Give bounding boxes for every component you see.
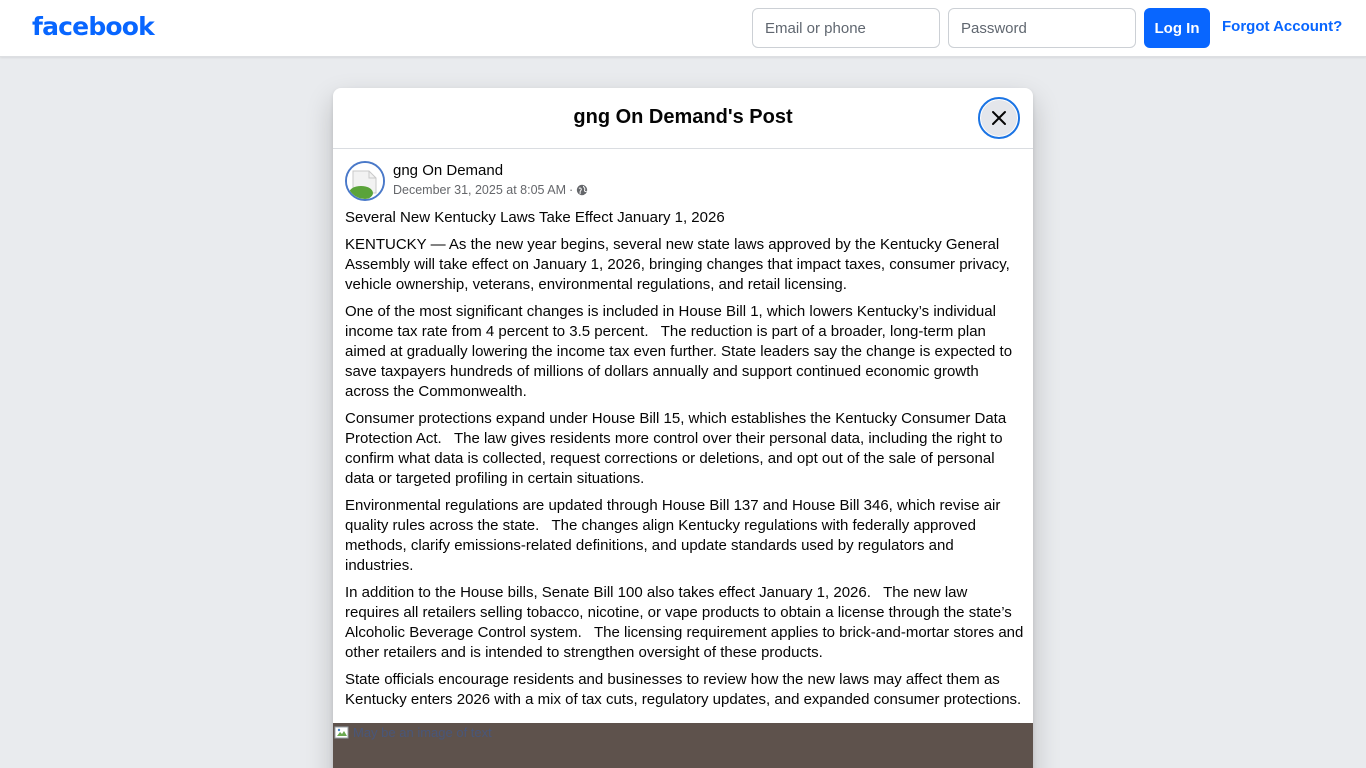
post-meta (393, 183, 588, 197)
facebook-logo[interactable]: facebook (32, 12, 154, 41)
avatar-image (347, 163, 383, 199)
post-paragraph: One of the most significant changes is included in House Bill 1, which lowers Kentucky’s individual income tax rate from 4 percent to 3.5 percent. The reduction is part of a broader, long-term plan aimed at gradually lowering the income tax even further. State leaders say the change is expected to save taxpayers hundreds of millions of dollars annually and support continued economic growth across the Commonwealth. (345, 303, 1017, 400)
modal-title: gng On Demand's Post (573, 106, 793, 128)
post-paragraph: KENTUCKY — As the new year begins, several new state laws approved by the Kentucky General Assembly will take effect on January 1, 2026, bringing changes that impact taxes, consumer privacy, vehicle ownership, veterans, environmental regulations, and retail licensing. (345, 236, 1014, 293)
post-image[interactable] (333, 723, 1033, 768)
post-header (345, 161, 1021, 201)
image-alt-text: May be an image of text (353, 725, 492, 740)
email-field[interactable] (752, 8, 940, 48)
meta-separator: · (569, 183, 574, 197)
post-timestamp[interactable]: December 31, 2025 at 8:05 AM (393, 183, 567, 197)
login-button[interactable]: Log In (1144, 8, 1210, 48)
post-modal (333, 88, 1033, 768)
top-bar (0, 0, 1366, 57)
post-paragraph: In addition to the House bills, Senate Bill 100 also takes effect January 1, 2026. The new law requires all retailers selling tobacco, nicotine, or vape products to obtain a license through the state’s Alcoholic Beverage Control system. The licensing requirement applies to brick-and-mortar stores and other retailers and is intended to strengthen oversight of these products. (345, 584, 1028, 661)
close-button[interactable] (978, 97, 1020, 139)
post-text (345, 208, 1028, 717)
post-paragraph: State officials encourage residents and businesses to review how the new laws may affect them as Kentucky enters 2026 with a mix of tax cuts, regulatory updates, and expanded consumer protections. (345, 671, 1022, 708)
password-field[interactable] (948, 8, 1136, 48)
globe-icon (576, 184, 588, 196)
broken-image-icon (334, 725, 350, 741)
post-paragraph: Several New Kentucky Laws Take Effect January 1, 2026 (345, 209, 725, 226)
author-name[interactable]: gng On Demand (393, 162, 504, 179)
post-paragraph: Consumer protections expand under House Bill 15, which establishes the Kentucky Consumer Data Protection Act. The law gives residents more control over their personal data, including the right to confirm what data is collected, request corrections or deletions, and opt out of the sale of personal data or targeted profiling in certain situations. (345, 410, 1011, 487)
avatar[interactable] (345, 161, 385, 201)
post-paragraph: Environmental regulations are updated through House Bill 137 and House Bill 346, which revise air quality rules across the state. The changes align Kentucky regulations with federally approved methods, clarify emissions-related definitions, and update standards used by regulators and industries. (345, 497, 1005, 574)
forgot-account-link[interactable]: Forgot Account? (1222, 18, 1343, 35)
modal-header (333, 88, 1033, 149)
close-icon (991, 110, 1007, 126)
